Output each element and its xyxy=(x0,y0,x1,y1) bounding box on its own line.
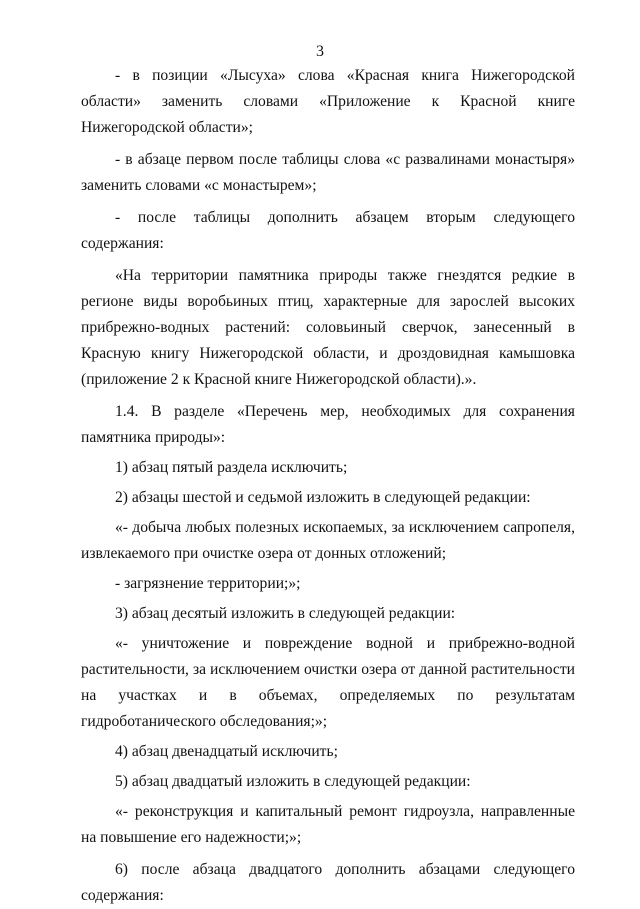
paragraph: - в абзаце первом после таблицы слова «с развалинами монастыря» заменить словами «с монастырем»; xyxy=(81,151,575,194)
paragraph: 2) абзацы шестой и седьмой изложить в следующей редакции: xyxy=(115,489,531,506)
page-number: 3 xyxy=(316,43,324,60)
paragraph: - после таблицы дополнить абзацем вторым следующего содержания: xyxy=(81,209,575,252)
paragraph: «- добыча любых полезных ископаемых, за исключением сапропеля, извлекаемого при очистке озера от донных отложений; xyxy=(81,519,575,562)
paragraph: - загрязнение территории;»; xyxy=(115,575,301,592)
paragraph: «- уничтожение и повреждение водной и прибрежно-водной растительности, за исключением очистки озера от данной растительности на участках и в объемах, определяемых по результатам гидроботанического обследования;»; xyxy=(81,635,575,730)
paragraph: 1) абзац пятый раздела исключить; xyxy=(115,459,348,476)
paragraph: «На территории памятника природы также гнездятся редкие в регионе виды воробьиных птиц, характерные для зарослей высоких прибрежно-водных растений: соловьиный сверчок, занесенный в Красную книгу Нижегородской области, и дроздовидная камышовка (приложение 2 к Красной книге Нижегородской области).». xyxy=(81,267,575,388)
paragraph: 6) после абзаца двадцатого дополнить абзацами следующего содержания: xyxy=(81,861,575,904)
paragraph: «- реконструкция и капитальный ремонт гидроузла, направленные на повышение его надежности;»; xyxy=(81,803,575,846)
paragraph: 3) абзац десятый изложить в следующей редакции: xyxy=(115,605,456,622)
paragraph: 4) абзац двенадцатый исключить; xyxy=(115,743,338,760)
document-body xyxy=(81,63,575,909)
paragraph: 5) абзац двадцатый изложить в следующей редакции: xyxy=(115,773,471,790)
paragraph: - в позиции «Лысуха» слова «Красная книга Нижегородской области» заменить словами «Приложение к Красной книге Нижегородской области»; xyxy=(81,67,575,136)
paragraph: 1.4. В разделе «Перечень мер, необходимых для сохранения памятника природы»: xyxy=(81,403,575,446)
